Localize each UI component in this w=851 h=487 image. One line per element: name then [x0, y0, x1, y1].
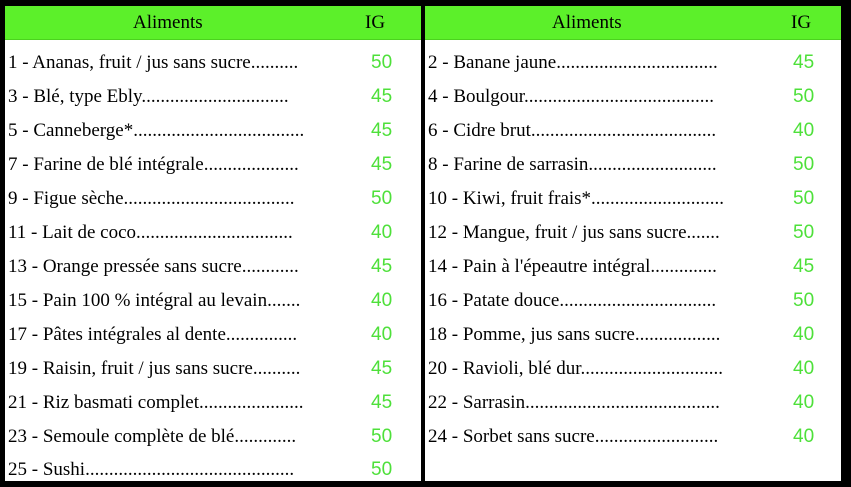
ig-value: 45	[371, 154, 393, 175]
food-name: 23 - Semoule complète de blé.............	[8, 426, 297, 447]
table-row	[425, 352, 841, 386]
table-row	[5, 216, 421, 250]
table-row	[425, 114, 841, 148]
ig-value: 50	[793, 154, 815, 175]
table-left-column	[5, 6, 421, 481]
header-aliments-label: Aliments	[552, 12, 622, 33]
ig-value: 40	[371, 290, 393, 311]
ig-value: 45	[793, 52, 815, 73]
ig-value: 40	[793, 392, 815, 413]
table-row	[5, 352, 421, 386]
food-name: 2 - Banane jaune..................................	[428, 52, 718, 73]
table-row	[425, 318, 841, 352]
table-row	[5, 386, 421, 420]
table-row	[425, 182, 841, 216]
food-name: 19 - Raisin, fruit / jus sans sucre..........	[8, 358, 301, 379]
ig-value: 50	[793, 188, 815, 209]
ig-value: 45	[371, 120, 393, 141]
ig-value: 45	[371, 392, 393, 413]
food-name: 24 - Sorbet sans sucre..........................	[428, 426, 719, 447]
ig-value: 40	[793, 324, 815, 345]
ig-value: 40	[793, 120, 815, 141]
ig-value: 45	[371, 358, 393, 379]
table-row	[5, 420, 421, 454]
ig-value: 45	[371, 86, 393, 107]
table-row	[5, 114, 421, 148]
table-row	[5, 148, 421, 182]
ig-value: 50	[793, 222, 815, 243]
table-row	[5, 284, 421, 318]
ig-value: 45	[793, 256, 815, 277]
food-name: 6 - Cidre brut.......................................	[428, 120, 717, 141]
food-name: 17 - Pâtes intégrales al dente...............	[8, 324, 298, 345]
table-row	[425, 148, 841, 182]
food-name: 21 - Riz basmati complet......................	[8, 392, 304, 413]
table-row	[425, 420, 841, 454]
ig-value: 50	[793, 290, 815, 311]
ig-value: 40	[371, 222, 393, 243]
table-row	[425, 80, 841, 114]
food-name: 18 - Pomme, jus sans sucre..................	[428, 324, 721, 345]
table-row	[5, 80, 421, 114]
food-name: 4 - Boulgour........................................	[428, 86, 715, 107]
table-row	[425, 250, 841, 284]
ig-value: 45	[371, 256, 393, 277]
food-name: 13 - Orange pressée sans sucre............	[8, 256, 299, 277]
table-row	[5, 453, 421, 487]
ig-value: 50	[371, 52, 393, 73]
food-name: 7 - Farine de blé intégrale....................	[8, 154, 299, 175]
food-name: 8 - Farine de sarrasin...........................	[428, 154, 717, 175]
ig-value: 40	[793, 358, 815, 379]
header-ig-label: IG	[365, 12, 386, 33]
header-aliments-label: Aliments	[133, 12, 203, 33]
table-header-left	[5, 6, 421, 40]
table-header-right	[425, 6, 841, 40]
table-row	[5, 250, 421, 284]
food-name: 1 - Ananas, fruit / jus sans sucre..........	[8, 52, 299, 73]
header-ig-label: IG	[791, 12, 812, 33]
ig-value: 40	[793, 426, 815, 447]
food-name: 9 - Figue sèche....................................	[8, 188, 295, 209]
table-right-column	[425, 6, 841, 481]
ig-value: 50	[371, 188, 393, 209]
ig-value: 50	[371, 459, 393, 480]
table-row	[425, 216, 841, 250]
food-name: 20 - Ravioli, blé dur..............................	[428, 358, 724, 379]
table-row	[5, 318, 421, 352]
ig-value: 40	[371, 324, 393, 345]
food-name: 10 - Kiwi, fruit frais*............................	[428, 188, 725, 209]
table-row	[425, 284, 841, 318]
table-row	[425, 386, 841, 420]
food-name: 11 - Lait de coco.................................	[8, 222, 293, 243]
food-name: 3 - Blé, type Ebly...............................	[8, 86, 289, 107]
food-name: 16 - Patate douce.................................	[428, 290, 717, 311]
table-row	[5, 46, 421, 80]
table-row	[425, 46, 841, 80]
table-row	[5, 182, 421, 216]
ig-value: 50	[793, 86, 815, 107]
food-name: 14 - Pain à l'épeautre intégral..............	[428, 256, 717, 277]
food-name: 5 - Canneberge*....................................	[8, 120, 305, 141]
food-name: 15 - Pain 100 % intégral au levain.......	[8, 290, 301, 311]
food-name: 12 - Mangue, fruit / jus sans sucre.......	[428, 222, 720, 243]
food-name: 22 - Sarrasin.........................................	[428, 392, 720, 413]
ig-value: 50	[371, 426, 393, 447]
food-name: 25 - Sushi............................................	[8, 459, 295, 480]
